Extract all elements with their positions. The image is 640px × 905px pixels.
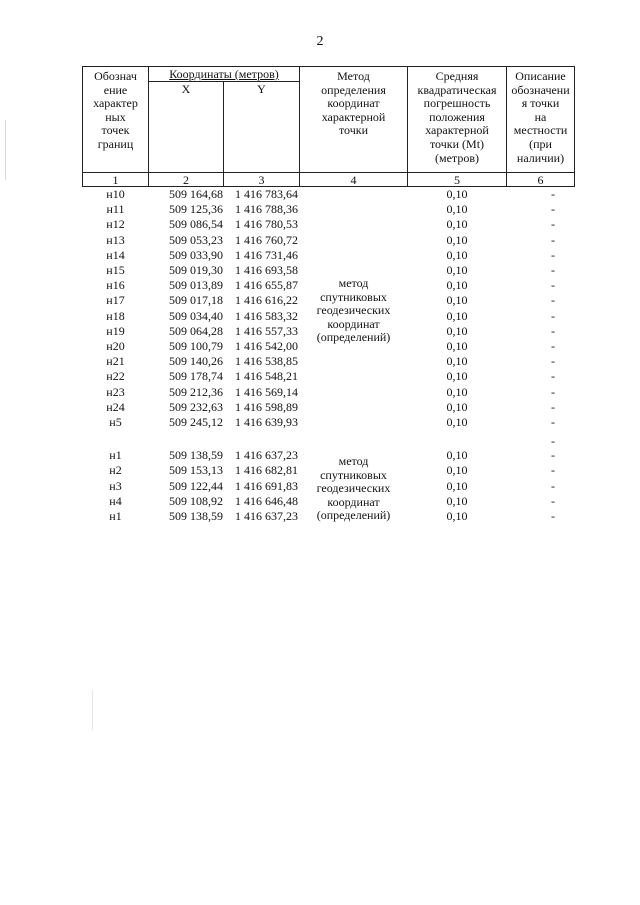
table-cell-desc: - <box>551 232 555 247</box>
table-cell-point-name: н20 <box>106 339 125 353</box>
table-cell-x: 509 140,26 <box>169 354 223 369</box>
table-cell-y: 1 416 637,23 <box>235 509 298 524</box>
table-cell-x: 509 033,90 <box>169 247 223 262</box>
header-y: Y <box>257 82 266 96</box>
table-cell-point-name: н16 <box>106 278 125 293</box>
table-cell-y: 1 416 616,22 <box>235 293 298 308</box>
table-cell-point-name: н24 <box>106 399 125 414</box>
table-cell-mt: 0,10 <box>446 308 468 323</box>
table-cell-x: 509 125,36 <box>169 202 223 217</box>
table-cell-desc: - <box>551 493 555 508</box>
header-point-designation: Обознач ение характер ных точек границ <box>93 69 138 151</box>
table-cell-desc: - <box>551 415 555 429</box>
table-cell-desc: - <box>551 308 555 323</box>
table-cell-point-name: н5 <box>109 415 122 429</box>
table-cell-mt: 0,10 <box>446 217 468 232</box>
table-cell-x: 509 086,54 <box>169 217 223 232</box>
table-cell-x: 509 013,89 <box>169 278 223 293</box>
table-cell-point-name: н15 <box>106 263 125 277</box>
table-cell-mt: 0,10 <box>446 448 468 462</box>
table-cell-mt: 0,10 <box>446 415 468 429</box>
table-cell-y: 1 416 542,00 <box>235 339 298 353</box>
table-cell-mt: 0,10 <box>446 202 468 217</box>
table-cell-y: 1 416 548,21 <box>235 369 298 384</box>
table-cell-x: 509 212,36 <box>169 384 223 399</box>
table-cell-mt: 0,10 <box>446 463 468 478</box>
table-cell-x: 509 232,63 <box>169 399 223 414</box>
table-cell-desc: - <box>551 509 555 524</box>
table-cell-mt: 0,10 <box>446 339 468 353</box>
table-cell-mt: 0,10 <box>446 384 468 399</box>
header-x: X <box>181 82 191 96</box>
table-cell-x: 509 053,23 <box>169 232 223 247</box>
table-cell-y: 1 416 783,64 <box>235 187 298 201</box>
table-cell-y: 1 416 655,87 <box>235 278 298 293</box>
table-cell-point-name: н10 <box>106 187 125 201</box>
table-cell-desc: - <box>551 399 555 414</box>
table-cell-y: 1 416 760,72 <box>235 232 298 247</box>
table-cell-mt: 0,10 <box>446 478 468 493</box>
table-cell-x: 509 017,18 <box>169 293 223 308</box>
table-cell-desc: - <box>551 384 555 399</box>
column-number: 5 <box>454 173 460 187</box>
method-cell-group-2: метод спутниковых геодезических координат (определений) <box>316 454 391 523</box>
table-cell-y: 1 416 598,89 <box>235 399 298 414</box>
header-method: Метод определения координат характерной точки <box>321 69 386 138</box>
table-cell-x: 509 034,40 <box>169 308 223 323</box>
column-number: 1 <box>112 173 119 187</box>
table-cell-point-name: н3 <box>109 478 122 493</box>
table-cell-x: 509 245,12 <box>169 415 223 429</box>
table-cell-mt: 0,10 <box>446 278 468 293</box>
table-cell-x: 509 100,79 <box>169 339 223 353</box>
table-cell-mt: 0,10 <box>446 509 468 524</box>
table-cell-y: 1 416 639,93 <box>235 415 298 429</box>
table-cell-y: 1 416 583,32 <box>235 308 298 323</box>
table-cell-point-name: н19 <box>106 323 125 338</box>
table-cell-mt: 0,10 <box>446 354 468 369</box>
table-cell-y: 1 416 731,46 <box>235 247 298 262</box>
table-cell-desc: - <box>551 187 555 201</box>
table-cell-point-name: н13 <box>106 232 125 247</box>
column-number: 2 <box>183 173 189 187</box>
table-cell-desc: - <box>551 278 555 293</box>
table-cell-point-name: н17 <box>106 293 125 308</box>
table-cell-mt: 0,10 <box>446 323 468 338</box>
table-cell-y: 1 416 682,81 <box>235 463 298 478</box>
table-cell-x: 509 138,59 <box>169 509 223 524</box>
table-cell-point-name: н11 <box>106 202 125 217</box>
table-cell-mt: 0,10 <box>446 493 468 508</box>
table-cell-point-name: н22 <box>106 369 125 384</box>
table-cell-mt: 0,10 <box>446 369 468 384</box>
table-cell-x: 509 019,30 <box>169 263 223 277</box>
table-cell-desc: - <box>551 448 555 462</box>
table-cell-mt: 0,10 <box>446 247 468 262</box>
table-cell-mt: 0,10 <box>446 399 468 414</box>
column-number: 4 <box>350 173 357 187</box>
table-cell-point-name: н18 <box>106 308 125 323</box>
table-cell-desc: - <box>551 369 555 384</box>
table-cell-desc: - <box>551 463 555 478</box>
table-cell-point-name: н2 <box>109 463 122 478</box>
table-cell-desc: - <box>551 293 555 308</box>
table-right-border <box>574 66 575 187</box>
table-cell-desc: - <box>551 202 555 217</box>
table-cell-x: 509 138,59 <box>169 448 223 462</box>
table-cell-desc: - <box>551 247 555 262</box>
column-number: 6 <box>537 173 544 187</box>
table-cell-mt: 0,10 <box>446 232 468 247</box>
table-cell-desc: - <box>551 217 555 232</box>
table-cell-y: 1 416 788,36 <box>235 202 298 217</box>
page-number: 2 <box>316 34 324 49</box>
table-cell-x: 509 178,74 <box>169 369 223 384</box>
table-cell-point-name: н14 <box>106 247 125 262</box>
table-cell-desc: - <box>551 263 555 277</box>
table-cell-desc: - <box>551 339 555 353</box>
table-cell-mt: 0,10 <box>446 293 468 308</box>
table-cell-y: 1 416 693,58 <box>235 263 298 277</box>
table-cell-x: 509 164,68 <box>169 187 223 201</box>
table-cell-point-name: н23 <box>106 384 125 399</box>
table-cell-y: 1 416 691,83 <box>235 478 298 493</box>
table-cell-point-name: н1 <box>109 509 122 524</box>
table-cell-x: 509 122,44 <box>169 478 223 493</box>
table-cell-desc: - <box>551 354 555 369</box>
method-cell-group-1: метод спутниковых геодезических координат (определений) <box>316 276 391 345</box>
column-number: 3 <box>258 173 265 187</box>
table-cell-point-name: н21 <box>106 354 125 369</box>
table-cell-desc: - <box>551 478 555 493</box>
table-cell-y: 1 416 637,23 <box>235 448 298 462</box>
scan-artifact <box>5 120 6 180</box>
col-divider-2 <box>223 81 224 187</box>
table-cell-point-name: н1 <box>109 448 122 462</box>
table-cell-y: 1 416 557,33 <box>235 323 298 338</box>
table-cell-y: 1 416 646,48 <box>235 493 298 508</box>
table-cell-x: 509 064,28 <box>169 323 223 338</box>
table-cell-desc: - <box>551 434 555 448</box>
table-cell-x: 509 153,13 <box>169 463 223 478</box>
table-cell-mt: 0,10 <box>446 263 468 277</box>
header-mean-square-error: Средняя квадратическая погрешность положения характерной точки (Mt) (метров) <box>417 69 497 165</box>
table-cell-mt: 0,10 <box>446 187 468 201</box>
table-cell-y: 1 416 780,53 <box>235 217 298 232</box>
table-cell-x: 509 108,92 <box>169 493 223 508</box>
table-cell-point-name: н4 <box>109 493 122 508</box>
table-top-border <box>82 66 575 67</box>
scan-artifact <box>92 690 93 730</box>
table-cell-y: 1 416 569,14 <box>235 384 298 399</box>
table-cell-y: 1 416 538,85 <box>235 354 298 369</box>
header-description: Описание обозначени я точки на местности (при наличии) <box>511 69 570 165</box>
table-cell-desc: - <box>551 323 555 338</box>
table-cell-point-name: н12 <box>106 217 125 232</box>
header-coordinates-group: Координаты (метров) <box>169 67 279 81</box>
